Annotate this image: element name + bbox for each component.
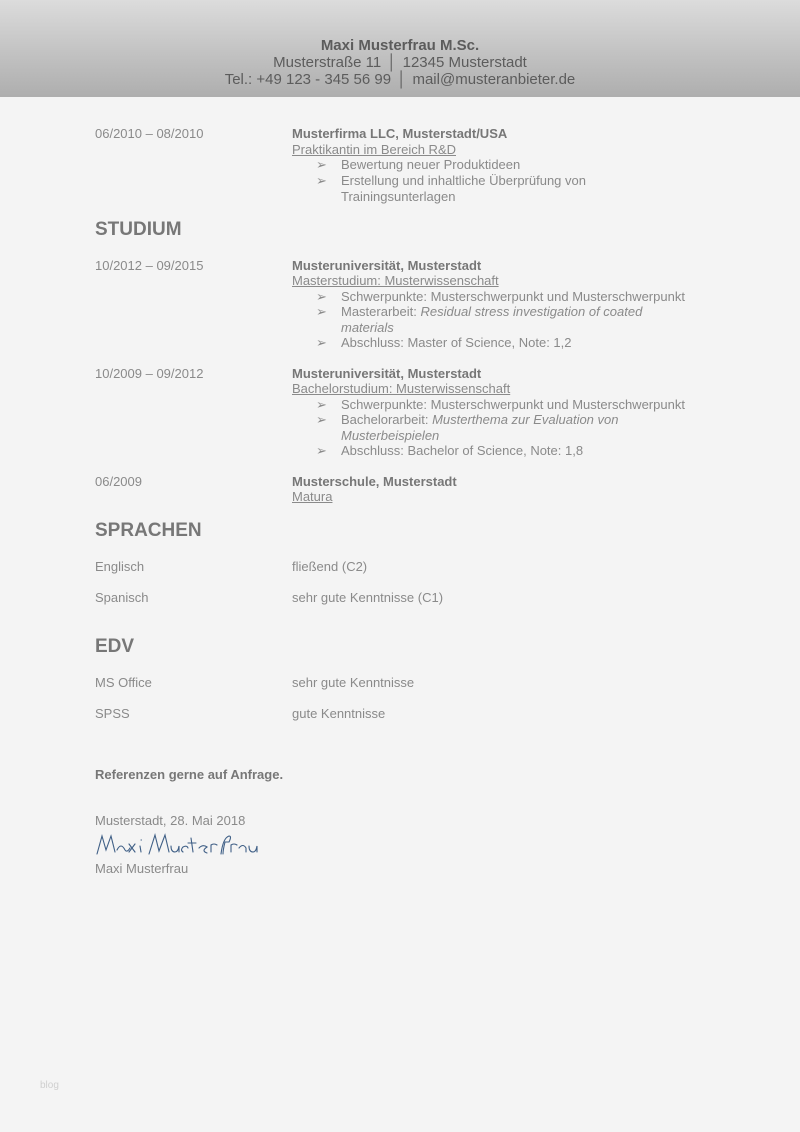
entry-date: 06/2010 – 08/2010 bbox=[95, 126, 204, 141]
signature-image bbox=[93, 830, 263, 862]
applicant-name: Maxi Musterfrau M.Sc. bbox=[320, 37, 480, 54]
bullet-text bbox=[341, 304, 642, 319]
bullet-icon: ➢ bbox=[316, 157, 327, 172]
bullet-icon: ➢ bbox=[316, 443, 327, 458]
bullet-text bbox=[341, 428, 439, 443]
skill-label: MS Office bbox=[95, 675, 152, 690]
bullet-icon: ➢ bbox=[316, 335, 327, 350]
thesis-title-cont: materials bbox=[341, 320, 394, 335]
bullet-text bbox=[341, 412, 619, 427]
entry-org: Musteruniversität, Musterstadt bbox=[292, 366, 482, 381]
place-date: Musterstadt, 28. Mai 2018 bbox=[95, 813, 246, 828]
bullet-text: Schwerpunkte: Musterschwerpunkt und Musterschwerpunkt bbox=[341, 397, 685, 412]
entry-role: Masterstudium: Musterwissenschaft bbox=[292, 273, 499, 288]
bullet-text: Bewertung neuer Produktideen bbox=[341, 157, 521, 172]
city: 12345 Musterstadt bbox=[402, 54, 527, 71]
entry-role: Praktikantin im Bereich R&D bbox=[292, 142, 456, 157]
section-heading-edv: EDV bbox=[95, 636, 135, 657]
skill-label: SPSS bbox=[95, 706, 130, 721]
thesis-label: Masterarbeit: bbox=[341, 304, 421, 319]
entry-date: 10/2012 – 09/2015 bbox=[95, 258, 204, 273]
email-link[interactable]: mail@musteranbieter.de bbox=[412, 71, 576, 88]
entry-org: Musteruniversität, Musterstadt bbox=[292, 258, 482, 273]
entry-date: 10/2009 – 09/2012 bbox=[95, 366, 204, 381]
bullet-text: Abschluss: Master of Science, Note: 1,2 bbox=[341, 335, 572, 350]
skill-level: sehr gute Kenntnisse bbox=[292, 675, 415, 690]
street: Musterstraße 11 bbox=[273, 54, 382, 71]
bullet-text: Schwerpunkte: Musterschwerpunkt und Musterschwerpunkt bbox=[341, 289, 685, 304]
skill-level: gute Kenntnisse bbox=[292, 706, 386, 721]
entry-role: Matura bbox=[292, 489, 333, 504]
bullet-icon: ➢ bbox=[316, 289, 327, 304]
bullet-icon: ➢ bbox=[316, 397, 327, 412]
language-label: Englisch bbox=[95, 559, 145, 574]
references-note: Referenzen gerne auf Anfrage. bbox=[95, 767, 284, 782]
entry-role: Bachelorstudium: Musterwissenschaft bbox=[292, 381, 511, 396]
contact-line bbox=[0, 71, 800, 88]
entry-org: Musterschule, Musterstadt bbox=[292, 474, 457, 489]
separator: │ bbox=[387, 54, 397, 71]
section-heading-studium: STUDIUM bbox=[95, 219, 182, 240]
language-level: sehr gute Kenntnisse (C1) bbox=[292, 590, 444, 605]
thesis-title: Residual stress investigation of coated bbox=[420, 304, 643, 319]
thesis-title-cont: Musterbeispielen bbox=[341, 428, 440, 443]
bullet-text: Abschluss: Bachelor of Science, Note: 1,8 bbox=[341, 443, 584, 458]
thesis-title: Musterthema zur Evaluation von bbox=[432, 412, 619, 427]
bullet-text bbox=[341, 320, 394, 335]
bullet-icon: ➢ bbox=[316, 304, 327, 319]
watermark: blog bbox=[40, 1080, 59, 1091]
cv-header bbox=[0, 0, 800, 97]
bullet-text: Trainingsunterlagen bbox=[341, 189, 456, 204]
thesis-label: Bachelorarbeit: bbox=[341, 412, 433, 427]
phone: Tel.: +49 123 - 345 56 99 bbox=[224, 71, 392, 88]
entry-date: 06/2009 bbox=[95, 474, 142, 489]
language-label: Spanisch bbox=[95, 590, 149, 605]
signed-name: Maxi Musterfrau bbox=[95, 861, 189, 876]
language-level: fließend (C2) bbox=[292, 559, 368, 574]
section-heading-sprachen: SPRACHEN bbox=[95, 520, 202, 541]
separator: │ bbox=[397, 71, 407, 88]
bullet-text: Erstellung und inhaltliche Überprüfung von bbox=[341, 173, 586, 188]
bullet-icon: ➢ bbox=[316, 412, 327, 427]
entry-org: Musterfirma LLC, Musterstadt/USA bbox=[292, 126, 508, 141]
bullet-icon: ➢ bbox=[316, 173, 327, 188]
address-line bbox=[0, 54, 800, 71]
